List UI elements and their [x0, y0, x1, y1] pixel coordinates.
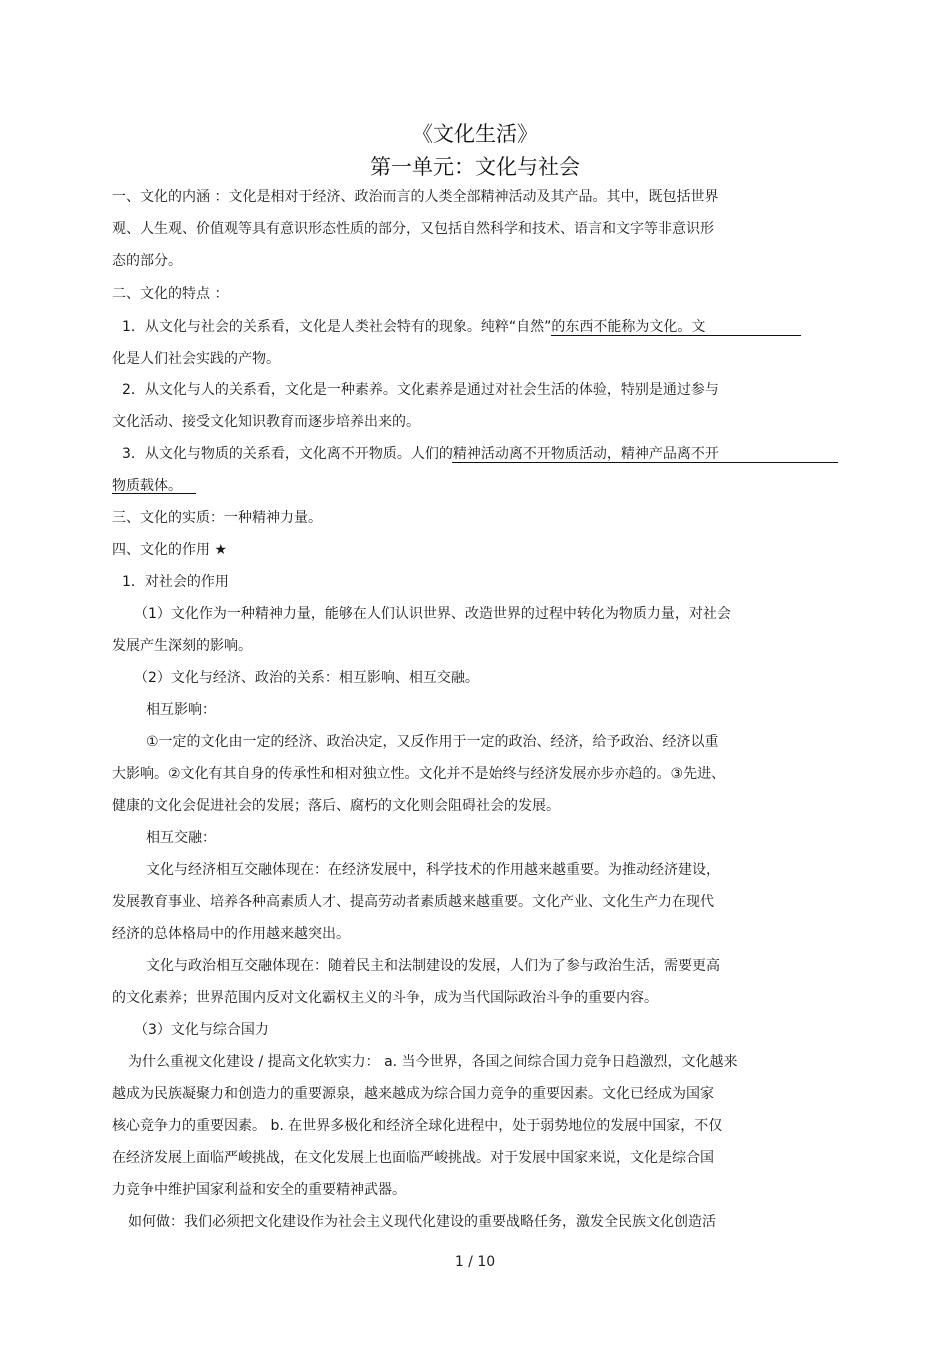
- underline-rule: [452, 462, 838, 463]
- text-line: ①一定的文化由一定的经济、政治决定，又反作用于一定的政治、经济，给予政治、经济以重: [146, 734, 719, 750]
- text-line: 发展教育事业、培养各种高素质人才、提高劳动者素质越来越重要。文化产业、文化生产力在现代: [112, 894, 714, 910]
- page-number: 1 / 10: [454, 1254, 496, 1270]
- text-line: 力竞争中维护国家利益和安全的重要精神武器。: [112, 1182, 406, 1198]
- text-line: 文化与政治相互交融体现在：随着民主和法制建设的发展，人们为了参与政治生活，需要更高: [146, 958, 720, 974]
- subsection-heading: 1．对社会的作用: [122, 574, 229, 590]
- text-line: 健康的文化会促进社会的发展；落后、腐朽的文化则会阻碍社会的发展。: [112, 798, 560, 814]
- underline-rule: [112, 493, 196, 494]
- text-line: 大影响。②文化有其自身的传承性和相对独立性。文化并不是始终与经济发展亦步亦趋的。③先进、: [112, 766, 726, 782]
- text-line: 1．从文化与社会的关系看，文化是人类社会特有的现象。纯粹“自然”的东西不能称为文化。文: [122, 319, 706, 335]
- text-line: 在经济发展上面临严峻挑战，在文化发展上也面临严峻挑战。对于发展中国家来说，文化是综合国: [112, 1150, 714, 1166]
- text-line: 越成为民族凝聚力和创造力的重要源泉，越来越成为综合国力竞争的重要因素。文化已经成为国家: [112, 1086, 714, 1102]
- text-line: 相互交融：: [146, 830, 216, 846]
- text-line: 文化与经济相互交融体现在：在经济发展中，科学技术的作用越来越重要。为推动经济建设，: [146, 862, 720, 878]
- text-line: （1）文化作为一种精神力量，能够在人们认识世界、改造世界的过程中转化为物质力量，对社会: [134, 606, 731, 622]
- text-line: 3．从文化与物质的关系看，文化离不开物质。人们的精神活动离不开物质活动，精神产品离不开: [122, 446, 719, 462]
- document-title: 《文化生活》: [412, 122, 538, 146]
- section-heading: 二、文化的特点 ：: [112, 286, 229, 302]
- text-line: 相互影响：: [146, 702, 216, 718]
- text-line: 经济的总体格局中的作用越来越突出。: [112, 926, 350, 942]
- text-line: 为什么重视文化建设 / 提高文化软实力： a. 当今世界，各国之间综合国力竞争日趋激烈，文化越来: [128, 1054, 738, 1070]
- text-line: 发展产生深刻的影响。: [112, 638, 252, 654]
- text-line: （3）文化与综合国力: [134, 1022, 269, 1038]
- text-line: （2）文化与经济、政治的关系：相互影响、相互交融。: [134, 670, 479, 686]
- text-line: 的文化素养；世界范围内反对文化霸权主义的斗争，成为当代国际政治斗争的重要内容。: [112, 990, 658, 1006]
- unit-title: 第一单元：文化与社会: [370, 155, 580, 179]
- text-line: 核心竞争力的重要因素。 b. 在世界多极化和经济全球化进程中，处于弱势地位的发展中国家，不仅: [112, 1118, 723, 1134]
- underline-rule: [551, 335, 801, 336]
- section-heading: 三、文化的实质：一种精神力量。: [112, 510, 322, 526]
- text-line: 一、文化的内涵 ：文化是相对于经济、政治而言的人类全部精神活动及其产品。其中，既包括世界: [112, 189, 719, 205]
- text-line: 2．从文化与人的关系看，文化是一种素养。文化素养是通过对社会生活的体验，特别是通过参与: [122, 382, 719, 398]
- text-line: 化是人们社会实践的产物。: [112, 351, 280, 367]
- text-line: 态的部分。: [112, 253, 182, 269]
- text-line: 观、人生观、价值观等具有意识形态性质的部分，又包括自然科学和技术、语言和文字等非意识形: [112, 221, 714, 237]
- section-heading: 四、文化的作用 ★: [112, 542, 228, 558]
- text-line: 文化活动、接受文化知识教育而逐步培养出来的。: [112, 414, 420, 430]
- text-line: 物质载体。: [112, 478, 182, 494]
- text-line: 如何做：我们必须把文化建设作为社会主义现代化建设的重要战略任务，激发全民族文化创造活: [128, 1214, 716, 1230]
